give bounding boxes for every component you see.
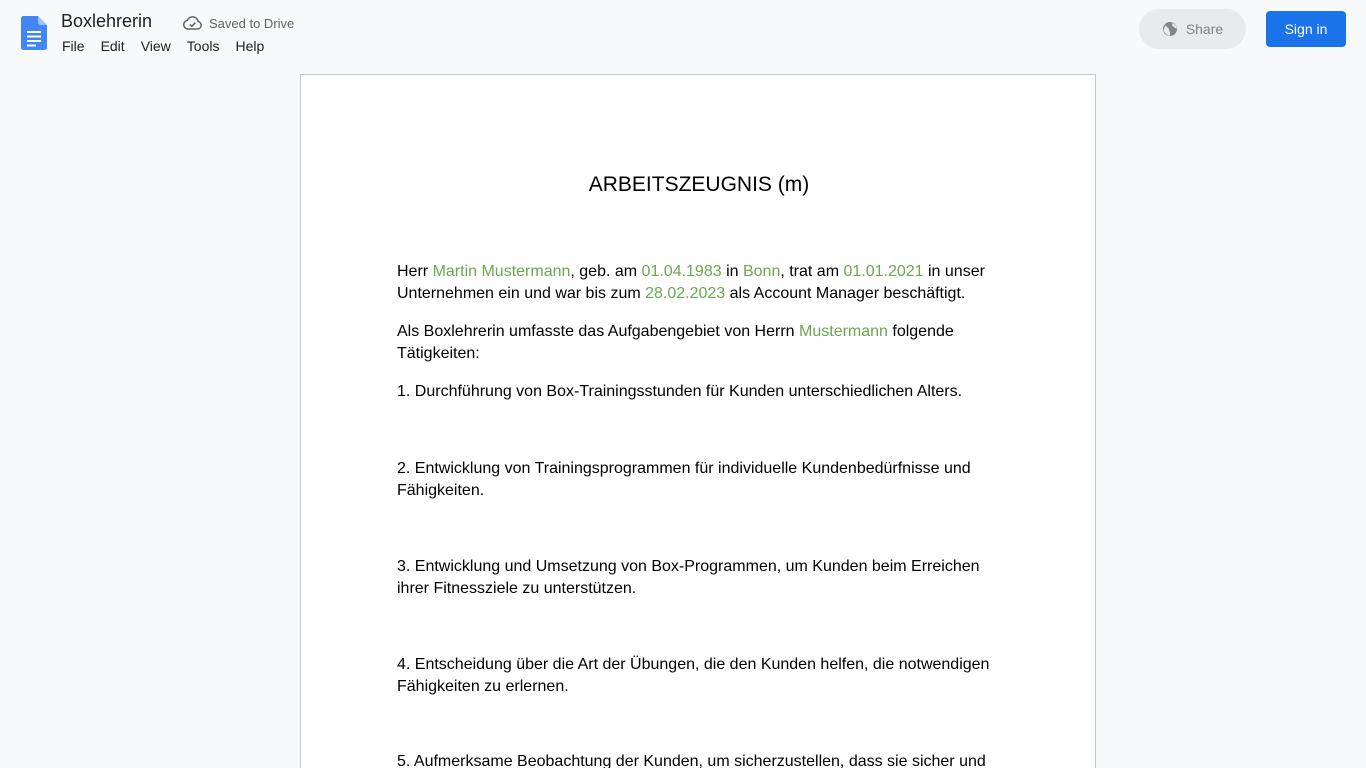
document-title[interactable]: Boxlehrerin [61,11,153,31]
menu-bar [54,36,272,56]
save-status[interactable] [183,14,294,32]
cloud-done-icon [183,16,202,30]
task-item-2: 2. Entwicklung von Trainingsprogrammen für individuelle Kundenbedürfnisse und Fähigkeiten. [397,460,971,499]
birth-date: 01.04.1983 [641,263,722,280]
intro-text-4: , trat am [780,263,844,280]
globe-icon [1162,21,1178,37]
intro-text-1: Herr [397,263,433,280]
intro-text-3: in [721,263,743,280]
intro-text-2: , geb. am [570,263,642,280]
task-item-5: 5. Aufmerksame Beobachtung der Kunden, um sicherzustellen, dass sie sicher und [397,753,986,768]
start-date: 01.01.2021 [843,263,924,280]
task-item-4: 4. Entscheidung über die Art der Übungen, die den Kunden helfen, die notwendigen Fähigkeiten zu erlernen. [397,656,990,695]
task-item-1: 1. Durchführung von Box-Trainingsstunden für Kunden unterschiedlichen Alters. [397,383,963,400]
tasks-intro-text-1: Als Boxlehrerin umfasste das Aufgabengebiet von Herrn [397,323,800,340]
document-page[interactable] [300,74,1096,768]
save-status-label: Saved to Drive [209,15,295,31]
intro-paragraph [397,261,997,305]
sign-in-button[interactable]: Sign in [1266,11,1346,47]
google-docs-icon[interactable] [21,16,47,50]
tasks-intro-paragraph [397,321,997,365]
end-date: 28.02.2023 [645,285,726,302]
menu-help[interactable]: Help [235,38,265,54]
document-heading: ARBEITSZEUGNIS (m) [588,173,810,196]
menu-edit[interactable]: Edit [100,38,125,54]
task-item-3: 3. Entwicklung und Umsetzung von Box-Programmen, um Kunden beim Erreichen ihrer Fitnessziele zu unterstützen. [397,558,980,597]
intro-text-5: in unser Unternehmen ein und war bis zum [397,263,985,302]
share-button-label: Share [1185,21,1224,37]
intro-text-6: als Account Manager beschäftigt. [725,285,966,302]
menu-file[interactable]: File [62,38,85,54]
employee-name: Martin Mustermann [432,263,571,280]
menu-tools[interactable]: Tools [186,38,220,54]
tasks-intro-text-2: folgende Tätigkeiten: [397,323,954,362]
share-button[interactable] [1139,9,1246,49]
birth-place: Bonn [742,263,781,280]
app-header [0,0,1366,66]
menu-view[interactable]: View [140,38,171,54]
employee-surname: Mustermann [799,323,888,340]
